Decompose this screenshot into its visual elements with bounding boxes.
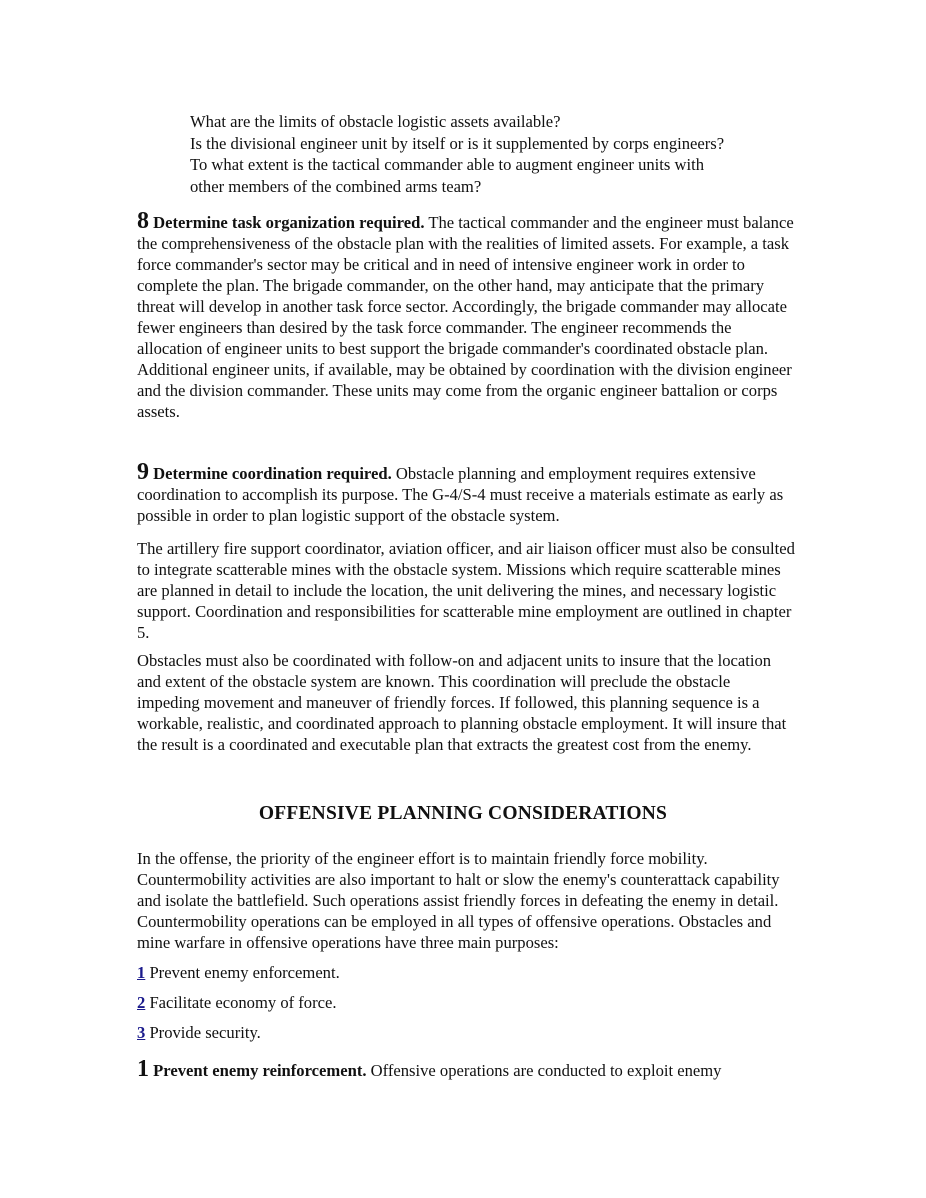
step-9-number: 9 [137,459,149,485]
question-item: Is the divisional engineer unit by itself or is it supplemented by corps engineers? [190,133,725,153]
obstacles-paragraph: Obstacles must also be coordinated with follow-on and adjacent units to insure that the location and extent of the obstacle system are known. This coordination will preclude the obstacle impeding movement and maneuver of friendly forces. If followed, this planning sequence is a workable, realistic, and coordinated approach to planning obstacle employment. It will insure that the result is a coordinated and executable plan that extracts the greatest cost from the enemy. [137,651,787,754]
purpose-link-3[interactable]: 3 [137,1023,146,1042]
step-8-paragraph [137,208,797,422]
step-8-number: 8 [137,208,149,234]
question-item: What are the limits of obstacle logistic assets available? [190,112,561,131]
section-title: OFFENSIVE PLANNING CONSIDERATIONS [258,803,668,824]
step-1-heading: Prevent enemy reinforcement. [153,1061,367,1080]
step-1-number: 1 [137,1056,149,1082]
step-1-body: Offensive operations are conducted to exploit enemy [370,1061,722,1080]
purpose-link-2[interactable]: 2 [137,993,146,1012]
purpose-item-1 [137,962,340,983]
step-9-heading: Determine coordination required. [153,464,392,483]
offense-paragraph: In the offense, the priority of the engineer effort is to maintain friendly force mobility. Countermobility activities are also important to halt or slow the enemy's counterattack capability and isolate the battlefield. Such operations assist friendly forces in defeating the enemy in detail. Countermobility operations can be employed in all types of offensive operations. Obstacles and mine warfare in offensive operations have three main purposes: [137,849,780,952]
step-1-paragraph [137,1056,797,1082]
step-9-body: Obstacle planning and employment requires extensive coordination to accomplish its purpose. The G-4/S-4 must receive a materials estimate as early as possible in order to plan logistic support of the obstacle system. [137,464,784,525]
purpose-item-2 [137,992,337,1013]
purpose-text-2: Facilitate economy of force. [149,993,337,1012]
question-item: To what extent is the tactical commander able to augment engineer units with [190,155,705,175]
step-8-body: The tactical commander and the engineer must balance the comprehensiveness of the obstacle plan with the realities of limited assets. For example, a task force commander's sector may be critical and in need of intensive engineer work in order to complete the plan. The brigade commander, on the other hand, may anticipate that the primary threat will develop in another task force sector. Accordingly, the brigade commander may allocate fewer engineers than desired by the task force commander. The engineer recommends the allocation of engineer units to best support the brigade commander's coordinated obstacle plan. Additional engineer units, if available, may be obtained by coordination with the division engineer and the division commander. These units may come from the organic engineer battalion or corps assets. [137,213,794,421]
purpose-link-1[interactable]: 1 [137,963,146,982]
question-list [190,111,800,197]
purpose-item-3 [137,1022,261,1043]
purpose-text-3: Provide security. [149,1023,261,1042]
artillery-paragraph: The artillery fire support coordinator, aviation officer, and air liaison officer must also be consulted to integrate scatterable mines with the obstacle system. Missions which require scatterable mines are planned in detail to include the location, the unit delivering the mines, and necessary logistic support. Coordination and responsibilities for scatterable mine employment are outlined in chapter 5. [137,539,795,642]
purpose-text-1: Prevent enemy enforcement. [149,963,340,982]
step-8-heading: Determine task organization required. [153,213,425,232]
question-item: other members of the combined arms team? [190,176,482,196]
step-9-paragraph [137,459,797,526]
